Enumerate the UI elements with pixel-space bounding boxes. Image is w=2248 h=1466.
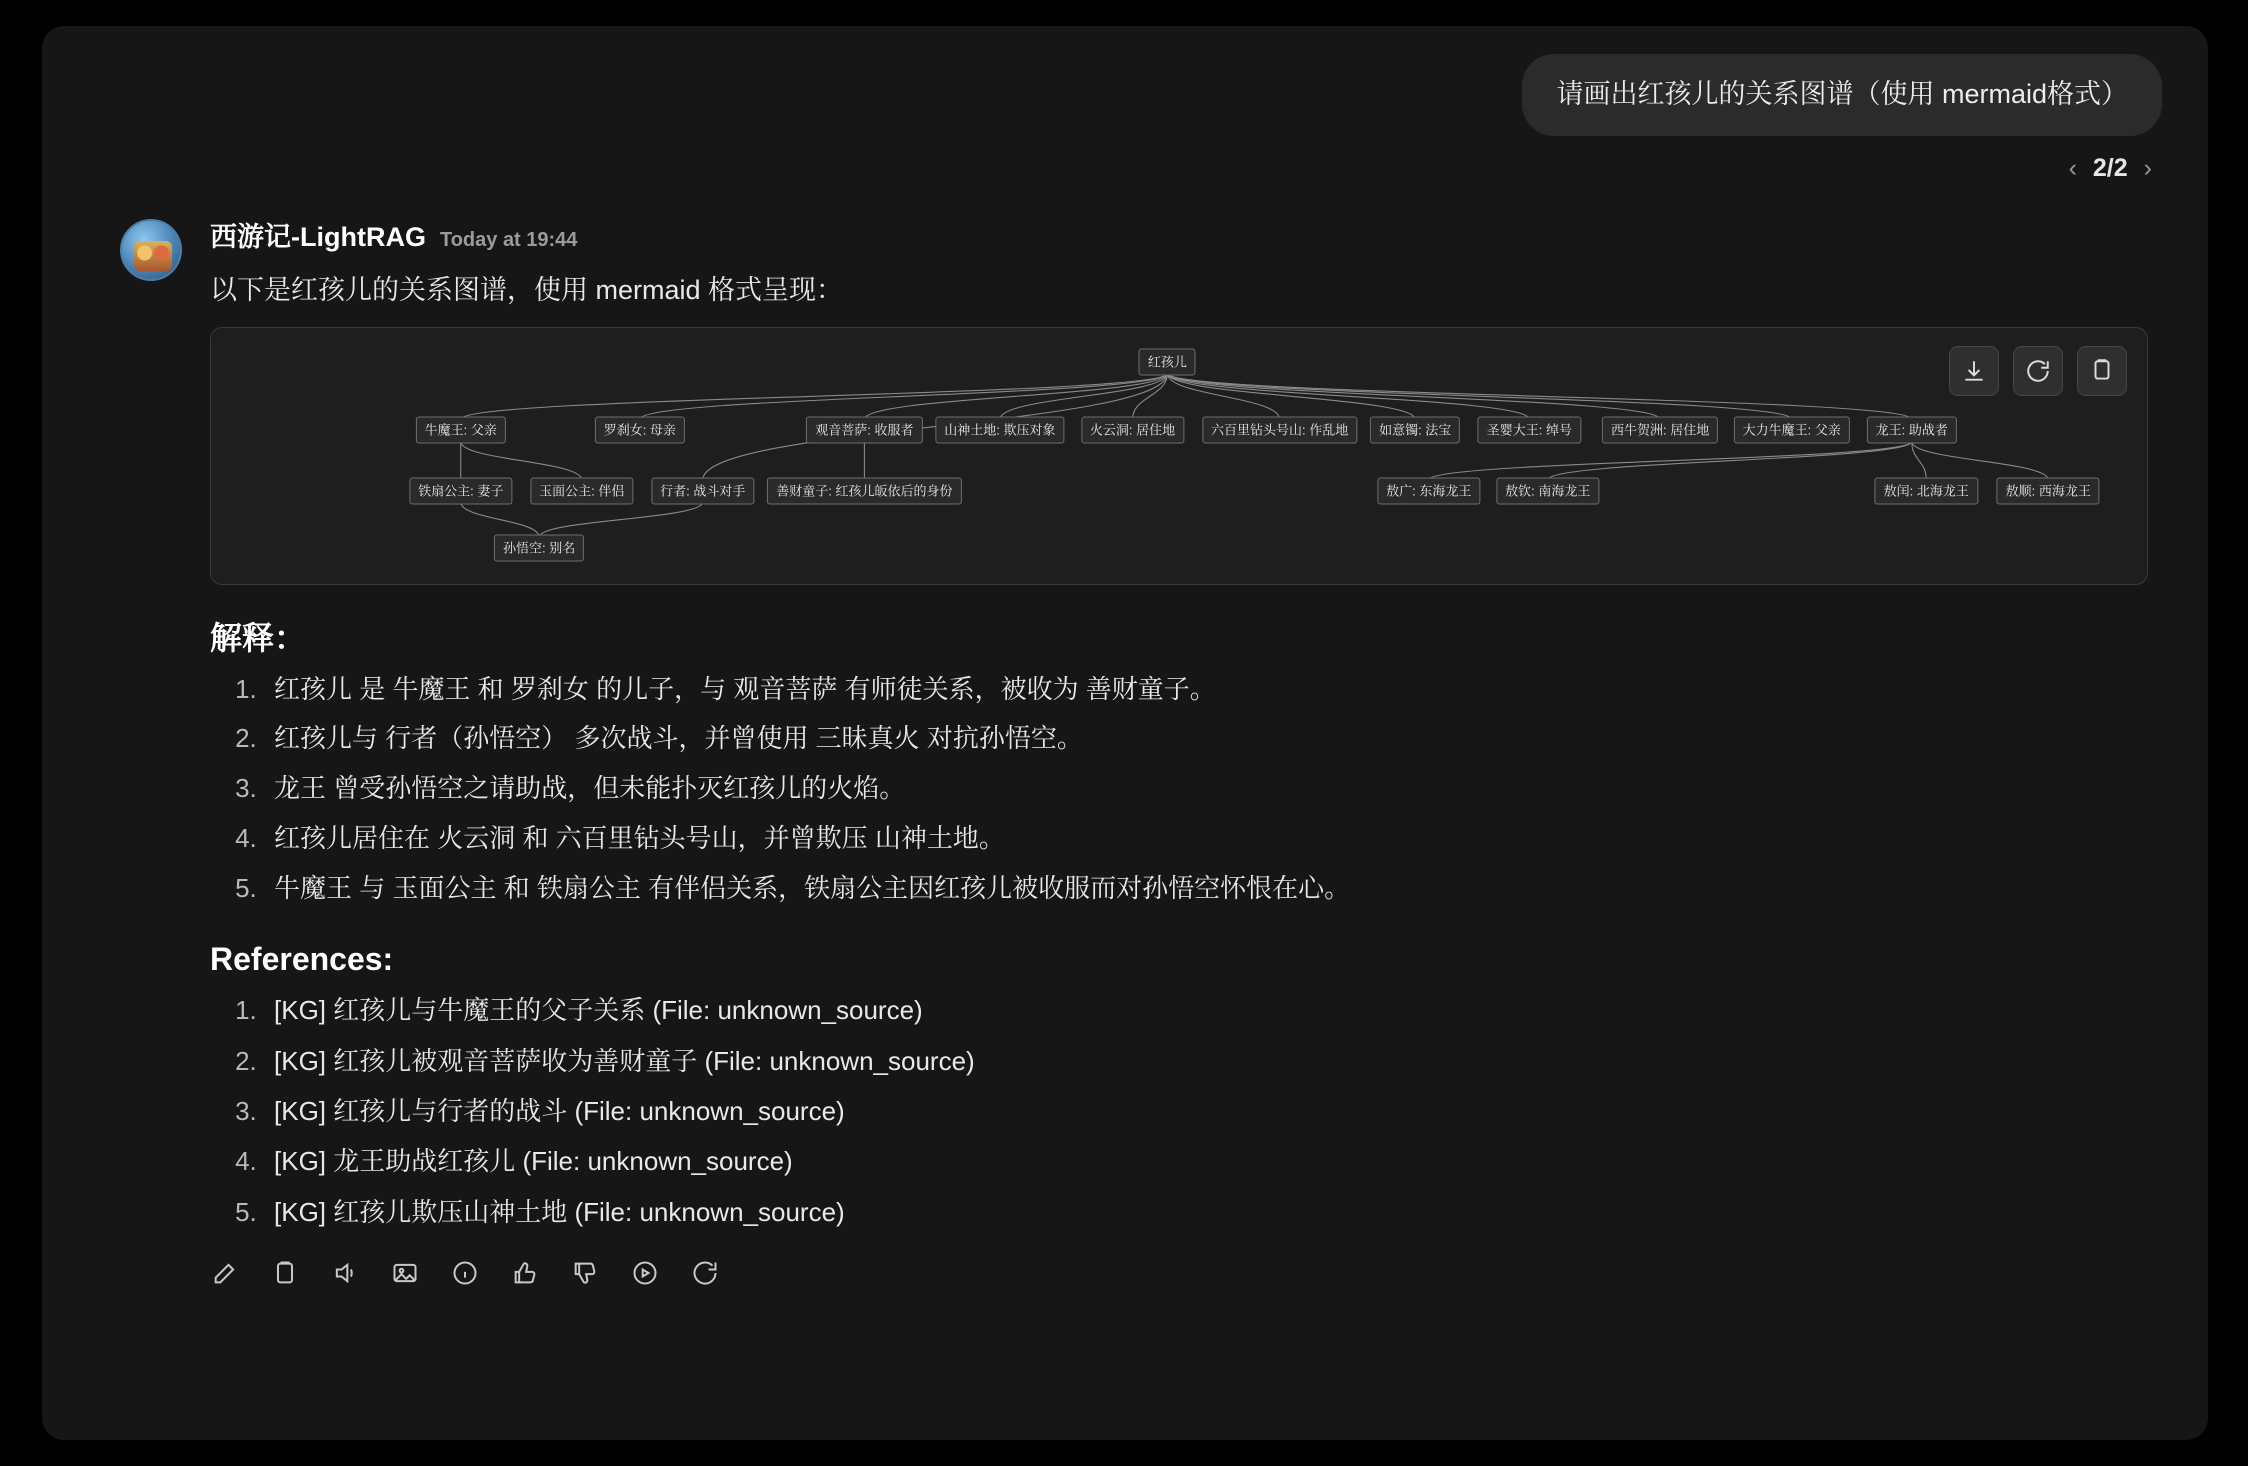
thumbs-up-icon[interactable] bbox=[510, 1258, 540, 1288]
graph-node: 敖闰: 北海龙王 bbox=[1875, 477, 1978, 504]
reference-item: 1. [KG] 红孩儿与牛魔王的父子关系 (File: unknown_source) bbox=[264, 992, 2148, 1028]
graph-node: 龙王: 助战者 bbox=[1867, 417, 1957, 444]
graph-node: 善财童子: 红孩儿皈依后的身份 bbox=[767, 477, 961, 504]
references-title: References: bbox=[210, 941, 394, 978]
reference-item: 4. [KG] 龙王助战红孩儿 (File: unknown_source) bbox=[264, 1143, 2148, 1179]
edit-icon[interactable] bbox=[210, 1258, 240, 1288]
graph-edge bbox=[1912, 441, 2048, 479]
graph-edge bbox=[461, 373, 1168, 419]
copy-icon[interactable] bbox=[270, 1258, 300, 1288]
graph-node: 观音菩萨: 收服者 bbox=[806, 417, 922, 444]
chat-window bbox=[42, 26, 2208, 1440]
graph-edge bbox=[1167, 373, 1911, 419]
avatar bbox=[120, 219, 182, 281]
pager-prev-button[interactable]: ‹ bbox=[2068, 153, 2077, 182]
user-message-row bbox=[42, 26, 2208, 136]
graph-edge bbox=[1429, 441, 1912, 479]
copy-icon[interactable] bbox=[2077, 346, 2127, 396]
graph-node: 罗刹女: 母亲 bbox=[595, 417, 685, 444]
graph-node: 敖广: 东海龙王 bbox=[1377, 477, 1480, 504]
message-action-toolbar bbox=[210, 1258, 2148, 1318]
assistant-message bbox=[42, 183, 2208, 1318]
graph-node: 敖钦: 南海龙王 bbox=[1496, 477, 1599, 504]
graph-node: 红孩儿 bbox=[1139, 348, 1196, 375]
graph-edge bbox=[1167, 373, 1660, 419]
explanation-list bbox=[216, 671, 2148, 907]
graph-edge bbox=[1167, 373, 1415, 419]
info-icon[interactable] bbox=[450, 1258, 480, 1288]
reference-item: 3. [KG] 红孩儿与行者的战斗 (File: unknown_source) bbox=[264, 1093, 2148, 1129]
graph-node: 行者: 战斗对手 bbox=[651, 477, 754, 504]
graph-edge bbox=[461, 502, 539, 537]
graph-edge bbox=[1912, 441, 1927, 479]
assistant-meta bbox=[210, 215, 2148, 254]
reference-item: 2. [KG] 红孩儿被观音菩萨收为善财童子 (File: unknown_source) bbox=[264, 1043, 2148, 1079]
play-icon[interactable] bbox=[630, 1258, 660, 1288]
graph-node: 铁扇公主: 妻子 bbox=[409, 477, 512, 504]
explanation-item: 5. 牛魔王 与 玉面公主 和 铁扇公主 有伴侣关系，铁扇公主因红孩儿被收服而对孙悟空怀恨在心。 bbox=[264, 870, 2148, 908]
download-icon[interactable] bbox=[1949, 346, 1999, 396]
chat-scroll-area[interactable] bbox=[42, 26, 2208, 1440]
speaker-icon[interactable] bbox=[330, 1258, 360, 1288]
mermaid-diagram-panel[interactable] bbox=[210, 327, 2148, 585]
refresh-icon[interactable] bbox=[2013, 346, 2063, 396]
explanation-item: 2. 红孩儿与 行者（孙悟空） 多次战斗，并曾使用 三昧真火 对抗孙悟空。 bbox=[264, 720, 2148, 758]
message-pager bbox=[42, 136, 2208, 183]
graph-node: 西牛贺洲: 居住地 bbox=[1602, 417, 1718, 444]
thumbs-down-icon[interactable] bbox=[570, 1258, 600, 1288]
references-list bbox=[216, 992, 2148, 1230]
diagram-action-bar bbox=[1949, 346, 2127, 396]
graph-node: 山神土地: 欺压对象 bbox=[935, 417, 1064, 444]
assistant-message-body bbox=[210, 215, 2148, 1318]
graph-edge bbox=[1548, 441, 1912, 479]
reference-item: 5. [KG] 红孩儿欺压山神土地 (File: unknown_source) bbox=[264, 1194, 2148, 1230]
graph-node: 如意镯: 法宝 bbox=[1370, 417, 1460, 444]
assistant-intro-text: 以下是红孩儿的关系图谱，使用 mermaid 格式呈现： bbox=[210, 274, 844, 305]
explanation-item: 1. 红孩儿 是 牛魔王 和 罗刹女 的儿子，与 观音菩萨 有师徒关系，被收为 善财童子。 bbox=[264, 671, 2148, 709]
sender-name: 西游记-LightRAG bbox=[210, 221, 426, 252]
explanation-item: 4. 红孩儿居住在 火云洞 和 六百里钻头号山，并曾欺压 山神土地。 bbox=[264, 820, 2148, 858]
pager-count: 2/2 bbox=[2092, 153, 2128, 182]
message-timestamp: Today at 19:44 bbox=[439, 228, 578, 251]
explanation-title: 解释： bbox=[210, 619, 307, 656]
graph-node: 大力牛魔王: 父亲 bbox=[1734, 417, 1850, 444]
regenerate-icon[interactable] bbox=[690, 1258, 720, 1288]
graph-node: 敖顺: 西海龙王 bbox=[1997, 477, 2100, 504]
graph-node: 牛魔王: 父亲 bbox=[416, 417, 506, 444]
user-message-bubble: 请画出红孩儿的关系图谱（使用 mermaid格式） bbox=[1522, 54, 2162, 136]
graph-edge bbox=[539, 502, 703, 537]
graph-edge bbox=[640, 373, 1168, 419]
image-icon[interactable] bbox=[390, 1258, 420, 1288]
graph-node: 圣婴大王: 绰号 bbox=[1478, 417, 1581, 444]
graph-node: 孙悟空: 别名 bbox=[494, 534, 584, 561]
explanation-item: 3. 龙王 曾受孙悟空之请助战，但未能扑灭红孩儿的火焰。 bbox=[264, 770, 2148, 808]
relationship-graph bbox=[211, 328, 2147, 584]
graph-node: 玉面公主: 伴侣 bbox=[530, 477, 633, 504]
graph-node: 火云洞: 居住地 bbox=[1081, 417, 1184, 444]
graph-node: 六百里钻头号山: 作乱地 bbox=[1202, 417, 1357, 444]
pager-next-button[interactable]: › bbox=[2143, 153, 2152, 182]
graph-edge bbox=[1167, 373, 1791, 419]
graph-edge bbox=[461, 441, 582, 479]
